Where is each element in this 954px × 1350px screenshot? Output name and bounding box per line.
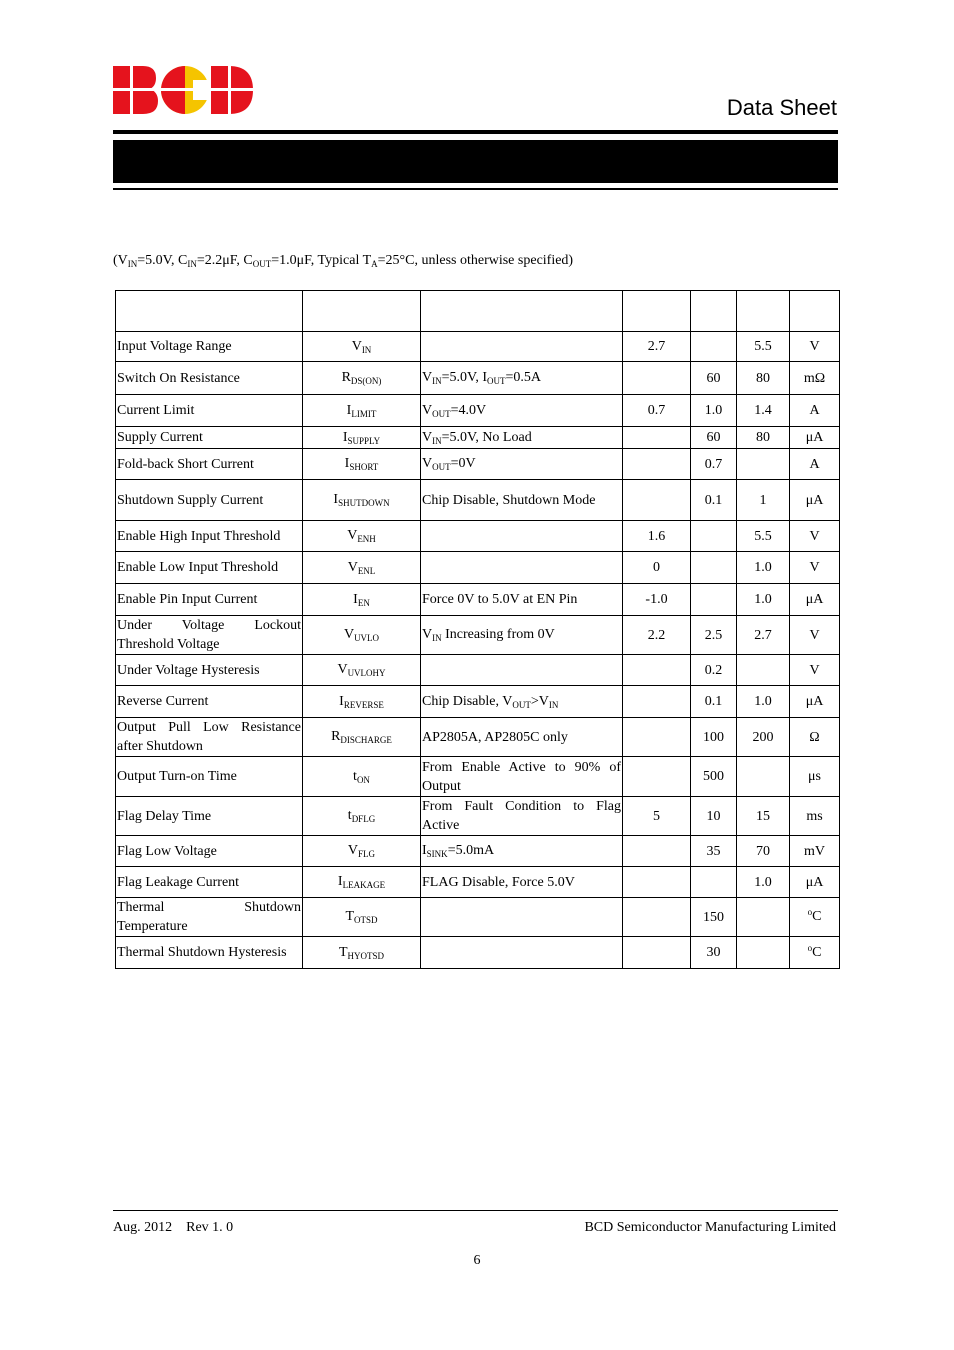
max-cell: 1.0 — [737, 584, 790, 616]
cond-sub: IN — [432, 435, 442, 446]
condition-cell — [421, 552, 623, 584]
condition-cell — [421, 332, 623, 362]
table-row — [116, 718, 840, 757]
symbol-cell — [303, 937, 421, 969]
unit-text: mV — [804, 843, 825, 859]
header-rule-thin — [113, 188, 838, 190]
unit-text: μs — [808, 769, 821, 784]
page-number: 6 — [473, 1253, 481, 1268]
param-cell — [116, 480, 303, 521]
header-rule — [113, 130, 838, 134]
unit-text: C — [812, 944, 822, 960]
unit-cell — [790, 898, 840, 937]
header-cell — [116, 291, 303, 332]
param-cell — [116, 686, 303, 718]
typ-cell: 2.5 — [691, 616, 737, 655]
cond-text: =5.0V, No Load — [441, 429, 532, 445]
max-cell: 5.5 — [737, 332, 790, 362]
unit-cell — [790, 427, 840, 449]
unit-text: V — [809, 339, 820, 354]
param-text: Enable High Input Threshold — [117, 528, 281, 544]
param-cell — [116, 552, 303, 584]
param-line-1: Thermal Shutdown — [117, 900, 301, 915]
bcd-logo — [113, 64, 255, 116]
max-cell — [737, 757, 790, 797]
symbol-main: I — [339, 693, 344, 709]
condition-cell — [421, 616, 623, 655]
unit-cell — [790, 480, 840, 521]
typ-cell — [691, 521, 737, 552]
header-cell — [303, 291, 421, 332]
typ-cell: 100 — [691, 718, 737, 757]
min-cell — [623, 718, 691, 757]
typ-cell — [691, 332, 737, 362]
table-row — [116, 937, 840, 969]
param-line-2: Temperature — [117, 919, 188, 934]
max-cell: 200 — [737, 718, 790, 757]
unit-text: μA — [805, 492, 824, 508]
param-line-2: Threshold Voltage — [117, 637, 220, 652]
condition-cell — [421, 427, 623, 449]
table-row — [116, 552, 840, 584]
param-cell — [116, 836, 303, 867]
param-text: Flag Low Voltage — [117, 843, 217, 859]
symbol-sub: FLG — [358, 849, 376, 859]
cond-text: Increasing from 0V — [441, 627, 555, 642]
param-cell — [116, 757, 303, 797]
max-cell — [737, 449, 790, 480]
symbol-main: t — [347, 808, 352, 823]
symbol-main: I — [346, 402, 352, 418]
typ-cell: 1.0 — [691, 395, 737, 427]
symbol-sub: HYOTSD — [347, 950, 385, 961]
param-text: Current Limit — [117, 403, 195, 418]
header-band — [113, 140, 838, 183]
param-text: Fold-back Short Current — [117, 456, 254, 472]
footer-rev: Rev 1. 0 — [186, 1220, 234, 1235]
symbol-cell — [303, 521, 421, 552]
symbol-main: R — [341, 370, 351, 385]
symbol-sub: DS(ON) — [350, 376, 382, 386]
symbol-sub: DFLG — [351, 814, 376, 824]
min-cell — [623, 449, 691, 480]
cond-text: V — [422, 370, 433, 385]
symbol-cell — [303, 655, 421, 686]
unit-text: C — [812, 909, 822, 924]
condition-cell — [421, 449, 623, 480]
max-cell: 15 — [737, 797, 790, 836]
table-row — [116, 655, 840, 686]
symbol-main: V — [351, 338, 362, 354]
condition-cell — [421, 718, 623, 757]
cond-text: =0.5A — [505, 370, 542, 385]
typ-cell — [691, 584, 737, 616]
condition-cell — [421, 584, 623, 616]
unit-text: μA — [805, 694, 824, 709]
max-cell: 1.0 — [737, 552, 790, 584]
symbol-cell — [303, 395, 421, 427]
cond-sub: IN — [432, 376, 442, 386]
symbol-sub: ENH — [357, 534, 376, 544]
param-line-2: after Shutdown — [117, 739, 203, 754]
cond-text: AP2805A, AP2805C only — [422, 729, 568, 745]
symbol-main: t — [353, 768, 357, 784]
typ-cell: 35 — [691, 836, 737, 867]
min-cell — [623, 898, 691, 937]
min-cell — [623, 686, 691, 718]
max-cell: 1.4 — [737, 395, 790, 427]
typ-cell — [691, 867, 737, 898]
max-cell: 70 — [737, 836, 790, 867]
min-cell: 2.2 — [623, 616, 691, 655]
footer-rule — [113, 1210, 838, 1211]
unit-cell — [790, 655, 840, 686]
symbol-sub: IN — [361, 344, 372, 355]
unit-sup: o — [807, 907, 813, 917]
max-cell: 2.7 — [737, 616, 790, 655]
table-row — [116, 616, 840, 655]
typ-cell: 0.7 — [691, 449, 737, 480]
table-row — [116, 332, 840, 362]
symbol-cell — [303, 757, 421, 797]
min-cell: 0 — [623, 552, 691, 584]
footer-date-rev — [113, 1220, 233, 1236]
symbol-main: T — [345, 909, 355, 924]
table-row — [116, 867, 840, 898]
unit-cell — [790, 686, 840, 718]
cond-sub: OUT — [432, 462, 451, 472]
unit-cell — [790, 757, 840, 797]
cond-text: V — [422, 456, 433, 471]
typ-cell: 30 — [691, 937, 737, 969]
param-cell — [116, 718, 303, 757]
symbol-sub: REVERSE — [343, 699, 384, 710]
cond-sub: OUT — [512, 699, 531, 710]
param-cell — [116, 449, 303, 480]
cond-sub: OUT — [487, 376, 506, 386]
max-cell: 1.0 — [737, 686, 790, 718]
symbol-cell — [303, 686, 421, 718]
cond-text: =4.0V — [450, 402, 487, 418]
condition-cell — [421, 898, 623, 937]
table-row — [116, 480, 840, 521]
param-text: Shutdown Supply Current — [117, 492, 264, 508]
cond-text: Chip Disable, V — [422, 693, 513, 709]
min-cell: 1.6 — [623, 521, 691, 552]
symbol-main: I — [337, 874, 343, 889]
param-text: Switch On Resistance — [117, 370, 240, 386]
table-row — [116, 427, 840, 449]
unit-cell — [790, 616, 840, 655]
unit-cell — [790, 521, 840, 552]
symbol-sub: DISCHARGE — [340, 735, 392, 745]
unit-text: μA — [805, 592, 824, 607]
symbol-main: I — [333, 492, 339, 507]
param-cell — [116, 362, 303, 395]
condition-cell — [421, 757, 623, 797]
param-line-1: Under Voltage Lockout — [117, 618, 301, 633]
header-cell — [737, 291, 790, 332]
document-type: Data Sheet — [726, 95, 837, 120]
min-cell: -1.0 — [623, 584, 691, 616]
min-cell — [623, 655, 691, 686]
condition-cell — [421, 521, 623, 552]
unit-cell — [790, 449, 840, 480]
table-header-row — [116, 291, 840, 332]
cond-line-1: From Fault Condition to Flag — [422, 799, 621, 814]
unit-cell — [790, 937, 840, 969]
symbol-main: I — [344, 456, 350, 471]
condition-cell — [421, 836, 623, 867]
condition-cell — [421, 395, 623, 427]
condition-cell — [421, 480, 623, 521]
typ-cell: 10 — [691, 797, 737, 836]
min-cell — [623, 362, 691, 395]
param-text: Output Turn-on Time — [117, 769, 237, 784]
max-cell: 1 — [737, 480, 790, 521]
param-cell — [116, 616, 303, 655]
param-cell — [116, 867, 303, 898]
unit-text: μA — [805, 874, 824, 890]
table-row — [116, 395, 840, 427]
param-cell — [116, 332, 303, 362]
unit-cell — [790, 584, 840, 616]
symbol-sub: SHUTDOWN — [338, 498, 390, 508]
unit-cell — [790, 836, 840, 867]
header-cell — [623, 291, 691, 332]
footer-date: Aug. 2012 — [113, 1220, 173, 1235]
cond-sub: IN — [548, 699, 559, 710]
min-cell — [623, 427, 691, 449]
unit-cell — [790, 797, 840, 836]
symbol-cell — [303, 797, 421, 836]
min-cell — [623, 757, 691, 797]
max-cell: 80 — [737, 427, 790, 449]
cond-line-1: From Enable Active to 90% of — [422, 759, 621, 775]
typ-cell: 0.2 — [691, 655, 737, 686]
typ-cell: 60 — [691, 362, 737, 395]
param-text: Input Voltage Range — [117, 339, 232, 354]
symbol-cell — [303, 427, 421, 449]
param-text: Thermal Shutdown Hysteresis — [117, 945, 287, 960]
symbol-cell — [303, 480, 421, 521]
unit-cell — [790, 718, 840, 757]
symbol-sub: EN — [357, 597, 370, 608]
param-text: Under Voltage Hysteresis — [117, 662, 260, 678]
symbol-cell — [303, 332, 421, 362]
symbol-sub: SUPPLY — [347, 435, 381, 446]
unit-cell — [790, 552, 840, 584]
cond-text: V — [422, 429, 433, 445]
max-cell — [737, 655, 790, 686]
param-text: Enable Low Input Threshold — [117, 560, 279, 575]
cond-sub: IN — [432, 633, 442, 643]
table-row — [116, 757, 840, 797]
symbol-main: V — [347, 528, 358, 543]
symbol-main: I — [342, 429, 348, 445]
test-conditions: ($V_{IN}=5.0V$, $C_{IN}=2.2\mu F$, $C_{OUT}=1.0\mu F$, Typical $T_A=25^\circ C$, unless otherwise specified) — [113, 253, 574, 269]
param-cell — [116, 521, 303, 552]
typ-cell: 0.1 — [691, 480, 737, 521]
table-row — [116, 797, 840, 836]
unit-cell — [790, 867, 840, 898]
unit-sup: o — [807, 942, 813, 953]
symbol-cell — [303, 718, 421, 757]
cond-text: V — [422, 402, 433, 418]
cond-text: I — [422, 843, 427, 858]
symbol-main: V — [347, 559, 358, 575]
max-cell — [737, 898, 790, 937]
condition-cell — [421, 655, 623, 686]
condition-cell — [421, 937, 623, 969]
unit-cell — [790, 332, 840, 362]
param-text: Supply Current — [117, 430, 203, 445]
typ-cell: 500 — [691, 757, 737, 797]
condition-cell — [421, 686, 623, 718]
typ-cell: 0.1 — [691, 686, 737, 718]
param-cell — [116, 937, 303, 969]
unit-text: mΩ — [803, 370, 826, 386]
param-text: Flag Delay Time — [117, 808, 212, 824]
symbol-sub: ENL — [357, 565, 376, 576]
symbol-main: V — [343, 627, 355, 642]
param-text: Flag Leakage Current — [117, 874, 240, 890]
min-cell — [623, 937, 691, 969]
table-row — [116, 836, 840, 867]
param-cell — [116, 395, 303, 427]
symbol-cell — [303, 449, 421, 480]
min-cell: 5 — [623, 797, 691, 836]
unit-text: V — [809, 528, 820, 544]
min-cell — [623, 867, 691, 898]
unit-text: ms — [806, 808, 823, 824]
unit-text: μA — [805, 430, 824, 445]
condition-cell — [421, 362, 623, 395]
symbol-cell — [303, 552, 421, 584]
min-cell: 0.7 — [623, 395, 691, 427]
header-cell — [691, 291, 737, 332]
param-cell — [116, 584, 303, 616]
symbol-cell — [303, 616, 421, 655]
cond-text: =5.0V, I — [441, 370, 487, 385]
header-cell — [421, 291, 623, 332]
unit-text: V — [809, 560, 820, 575]
symbol-sub: SHORT — [349, 462, 379, 472]
condition-cell — [421, 867, 623, 898]
cond-text: Force 0V to 5.0V at EN Pin — [422, 592, 578, 607]
param-text: Reverse Current — [117, 694, 209, 709]
symbol-main: R — [331, 729, 341, 744]
typ-cell: 60 — [691, 427, 737, 449]
symbol-cell — [303, 836, 421, 867]
cond-sub: SINK — [426, 849, 448, 859]
unit-text: A — [809, 403, 820, 418]
symbol-sub: LEAKAGE — [342, 880, 386, 890]
cond-text: =5.0mA — [447, 843, 495, 858]
param-cell — [116, 655, 303, 686]
min-cell — [623, 480, 691, 521]
symbol-main: V — [347, 843, 359, 858]
typ-cell — [691, 552, 737, 584]
symbol-sub: UVLOHY — [347, 668, 386, 678]
symbol-sub: UVLO — [354, 633, 380, 643]
cond-sub: OUT — [432, 408, 451, 419]
typ-cell: 150 — [691, 898, 737, 937]
param-text: Enable Pin Input Current — [117, 592, 258, 607]
unit-text: V — [809, 627, 820, 643]
symbol-cell — [303, 898, 421, 937]
min-cell: 2.7 — [623, 332, 691, 362]
cond-line-2: Output — [422, 778, 461, 794]
symbol-main: I — [353, 591, 358, 607]
cond-text: V — [422, 627, 433, 642]
symbol-main: V — [337, 662, 348, 677]
table-row — [116, 686, 840, 718]
condition-cell — [421, 797, 623, 836]
min-cell — [623, 836, 691, 867]
table-row — [116, 521, 840, 552]
unit-cell — [790, 362, 840, 395]
param-cell — [116, 797, 303, 836]
unit-cell — [790, 395, 840, 427]
electrical-characteristics-table — [115, 290, 840, 969]
unit-text: V — [809, 662, 820, 678]
symbol-sub: LIMIT — [351, 408, 377, 419]
param-line-1: Output Pull Low Resistance — [117, 720, 301, 735]
table-row — [116, 449, 840, 480]
cond-text: =0V — [450, 456, 476, 471]
cond-text: >V — [530, 693, 549, 709]
footer-company: BCD Semiconductor Manufacturing Limited — [584, 1220, 836, 1235]
param-cell — [116, 427, 303, 449]
unit-text: Ω — [809, 729, 820, 745]
table-row — [116, 584, 840, 616]
symbol-main: T — [338, 944, 348, 960]
cond-text: Chip Disable, Shutdown Mode — [422, 492, 596, 508]
symbol-cell — [303, 584, 421, 616]
max-cell: 1.0 — [737, 867, 790, 898]
max-cell: 5.5 — [737, 521, 790, 552]
unit-text: A — [809, 456, 820, 472]
cond-text: FLAG Disable, Force 5.0V — [422, 874, 575, 890]
table-row — [116, 362, 840, 395]
symbol-sub: OTSD — [354, 915, 378, 925]
max-cell: 80 — [737, 362, 790, 395]
symbol-cell — [303, 867, 421, 898]
max-cell — [737, 937, 790, 969]
symbol-cell — [303, 362, 421, 395]
table-row — [116, 898, 840, 937]
cond-line-2: Active — [422, 818, 460, 833]
symbol-sub: ON — [356, 774, 370, 785]
header-cell — [790, 291, 840, 332]
param-cell — [116, 898, 303, 937]
